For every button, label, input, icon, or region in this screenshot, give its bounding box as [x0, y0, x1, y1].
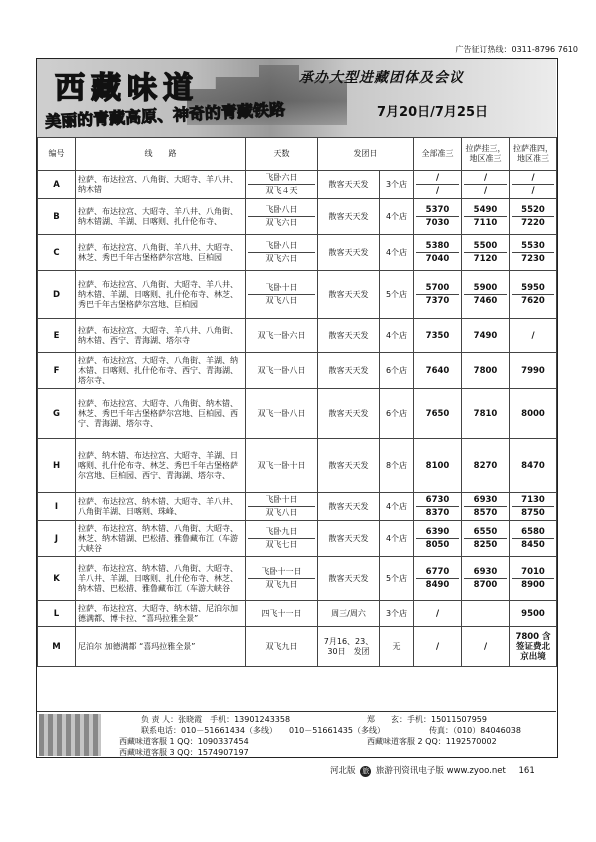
price-lhasa-3star-value: 5900 — [473, 283, 498, 293]
route-id: L — [38, 601, 76, 627]
route-days-value: 飞卧十日 — [265, 283, 298, 292]
contact-second: 郑 玄：手机：15011507959 — [367, 715, 487, 724]
route-days-value: 飞卧六日 — [265, 173, 298, 182]
table-row — [38, 271, 557, 319]
price-lhasa-4star-value: 7800 含签证费北京出境 — [515, 631, 551, 662]
route-id: I — [38, 493, 76, 521]
route-description: 拉萨、布达拉宫、八角街、羊八井、大昭寺、林芝、秀巴千年古堡格萨尔宫地、巨柏园 — [76, 235, 246, 271]
price-lhasa-3star — [462, 601, 510, 627]
table-row — [38, 235, 557, 271]
route-days-value: 双飞七日 — [248, 538, 315, 551]
route-days-value: 双飞九日 — [248, 578, 315, 591]
price-lhasa-4star-value: 8470 — [521, 460, 545, 471]
price-lhasa-3star — [462, 389, 510, 439]
prayer-wheels-image — [39, 714, 101, 756]
price-lhasa-3star — [462, 557, 510, 601]
price-lhasa-4star-value: 7130 — [521, 495, 545, 505]
price-lhasa-4star — [510, 271, 557, 319]
route-days-value: 飞卧八日 — [265, 241, 298, 250]
route-description: 拉萨、纳木错、布达拉宫、大昭寺、羊湖、日喀则、扎什伦布寺、林芝、秀巴千年古堡格萨尔宫地、巨柏园、西宁、青海湖、塔尔寺、 — [76, 439, 246, 493]
price-all-3star — [414, 601, 462, 627]
price-lhasa-3star — [462, 521, 510, 557]
route-days — [246, 557, 318, 601]
price-lhasa-3star — [462, 171, 510, 199]
price-all-3star — [414, 389, 462, 439]
shop-count: 6个店 — [380, 353, 414, 389]
route-days — [246, 601, 318, 627]
route-id: M — [38, 627, 76, 667]
depart-schedule: 散客天天发 — [318, 319, 380, 353]
table-row — [38, 389, 557, 439]
price-lhasa-3star-value: 7800 — [473, 365, 498, 376]
table-row — [38, 353, 557, 389]
price-lhasa-3star-value: 8570 — [464, 506, 507, 519]
price-lhasa-4star-value: 5530 — [521, 241, 545, 251]
price-lhasa-4star-value: 8000 — [521, 408, 545, 419]
route-id: F — [38, 353, 76, 389]
price-lhasa-4star — [510, 235, 557, 271]
route-days-value: 飞卧八日 — [265, 205, 298, 214]
price-lhasa-3star — [462, 319, 510, 353]
price-all-3star-value: 6770 — [425, 567, 450, 577]
price-all-3star-value: 8050 — [416, 538, 459, 551]
route-description: 拉萨、布达拉宫、纳木错、八角街、大昭寺、林芝、纳木错湖、巴松措、雅鲁藏布江（车游大峡谷 — [76, 521, 246, 557]
price-all-3star — [414, 235, 462, 271]
shop-count: 6个店 — [380, 389, 414, 439]
price-lhasa-3star — [462, 271, 510, 319]
depart-schedule: 7月16、23、30日 发团 — [318, 627, 380, 667]
price-lhasa-4star-value: 7230 — [512, 252, 554, 265]
price-all-3star-value: 8490 — [416, 578, 459, 591]
route-days-value: 双飞４天 — [248, 184, 315, 197]
price-lhasa-3star — [462, 627, 510, 667]
route-days — [246, 171, 318, 199]
route-description: 拉萨、布达拉宫、大昭寺、纳木错、尼泊尔加德满都、博卡拉、“喜玛拉雅全景” — [76, 601, 246, 627]
advertisement — [36, 58, 558, 758]
route-days — [246, 439, 318, 493]
col-depart: 发团日 — [318, 138, 414, 171]
price-lhasa-4star — [510, 353, 557, 389]
price-lhasa-4star — [510, 601, 557, 627]
price-lhasa-3star-value: 6930 — [473, 567, 498, 577]
route-description: 拉萨、布达拉宫、大昭寺、八角街、纳木错、林芝、秀巴千年古堡格萨尔宫地、巨柏园、西宁、青海湖、塔尔寺、 — [76, 389, 246, 439]
route-days — [246, 353, 318, 389]
price-all-3star-value: 7350 — [425, 330, 450, 341]
route-days — [246, 271, 318, 319]
price-lhasa-3star-value: 6550 — [473, 527, 498, 537]
route-id: J — [38, 521, 76, 557]
route-days-value: 四飞十一日 — [261, 608, 302, 618]
price-lhasa-4star-value: 5950 — [521, 283, 545, 293]
price-all-3star-value: / — [435, 608, 440, 619]
shop-count: 4个店 — [380, 199, 414, 235]
price-all-3star — [414, 319, 462, 353]
route-description: 尼泊尔 加德满都 “喜玛拉雅全景” — [76, 627, 246, 667]
price-all-3star-value: 7370 — [416, 294, 459, 307]
price-lhasa-3star — [462, 235, 510, 271]
brand-subtitle: 美丽的青藏高原、神奇的青藏铁路 — [44, 99, 286, 132]
price-lhasa-3star-value: 5490 — [473, 205, 498, 215]
route-id: B — [38, 199, 76, 235]
route-description: 拉萨、布达拉宫、八角街、大昭寺、羊八井、纳木错、羊湖、日喀则、扎什伦布寺、林芝、秀巴千年古堡格萨尔宫地、巨柏园 — [76, 271, 246, 319]
route-days-value: 双飞一卧八日 — [257, 365, 306, 375]
ad-hotline: 广告征订热线：0311-8796 7610 — [455, 45, 578, 54]
route-days — [246, 235, 318, 271]
price-all-3star-value: 6730 — [425, 495, 450, 505]
depart-schedule: 散客天天发 — [318, 493, 380, 521]
price-lhasa-4star — [510, 439, 557, 493]
depart-schedule: 周三/周六 — [318, 601, 380, 627]
price-all-3star — [414, 439, 462, 493]
price-all-3star — [414, 353, 462, 389]
route-id: H — [38, 439, 76, 493]
price-lhasa-3star-value — [464, 613, 507, 615]
table-row — [38, 601, 557, 627]
route-days-value: 双飞八日 — [248, 506, 315, 519]
price-lhasa-3star-value: 8270 — [473, 460, 498, 471]
price-lhasa-4star-value: 7220 — [512, 216, 554, 229]
price-lhasa-4star-value: 8750 — [512, 506, 554, 519]
route-description: 拉萨、布达拉宫、纳木错、大昭寺、羊八井、八角街羊湖、日喀则、珠峰、 — [76, 493, 246, 521]
price-lhasa-4star — [510, 627, 557, 667]
table-row — [38, 493, 557, 521]
shop-count: 3个店 — [380, 171, 414, 199]
tour-dates: 7月20日/7月25日 — [377, 105, 489, 120]
route-days-value: 飞卧十一日 — [261, 567, 302, 576]
route-price-table — [37, 137, 557, 667]
shop-count: 4个店 — [380, 319, 414, 353]
route-id: D — [38, 271, 76, 319]
price-all-3star-value: 7640 — [425, 365, 450, 376]
col-days: 天数 — [246, 138, 318, 171]
price-all-3star-value: 7650 — [425, 408, 450, 419]
price-all-3star — [414, 199, 462, 235]
price-lhasa-3star — [462, 493, 510, 521]
price-lhasa-4star-value: 7990 — [521, 365, 545, 376]
price-all-3star-value: / — [435, 641, 440, 652]
price-lhasa-4star — [510, 557, 557, 601]
route-days — [246, 319, 318, 353]
contact-qq-3: 西藏味道客服 3 QQ：1574907197 — [119, 748, 249, 757]
shop-count: 4个店 — [380, 521, 414, 557]
price-lhasa-3star — [462, 353, 510, 389]
price-all-3star — [414, 271, 462, 319]
price-lhasa-3star-value: 7460 — [464, 294, 507, 307]
price-lhasa-4star-value: 8450 — [512, 538, 554, 551]
price-lhasa-3star-value: 7490 — [473, 330, 498, 341]
price-lhasa-3star-value: / — [483, 641, 488, 652]
shop-count: 4个店 — [380, 493, 414, 521]
slogan: 承办大型进藏团体及会议 — [299, 70, 464, 86]
edition: 河北版 — [330, 766, 356, 776]
price-lhasa-3star-value: / — [464, 184, 507, 197]
route-id: G — [38, 389, 76, 439]
route-description: 拉萨、布达拉宫、大昭寺、八角街、羊湖、纳木错、日喀则、扎什伦布寺、西宁、青海湖、塔尔寺、 — [76, 353, 246, 389]
table-header — [38, 138, 557, 171]
price-lhasa-4star-value: / — [531, 173, 535, 183]
col-price-1: 全部准三 — [414, 138, 462, 171]
depart-schedule: 散客天天发 — [318, 521, 380, 557]
banner — [37, 59, 556, 138]
route-days-value: 双飞一卧六日 — [257, 330, 306, 340]
publication-logo-icon: 旅 — [362, 767, 370, 775]
contact-qq-2: 西藏味道客服 2 QQ：1192570002 — [367, 737, 497, 746]
route-description: 拉萨、布达拉宫、大昭寺、羊八井、八角街、纳木错、西宁、青海湖、塔尔寺 — [76, 319, 246, 353]
price-lhasa-3star-value: 7810 — [473, 408, 498, 419]
depart-schedule: 散客天天发 — [318, 235, 380, 271]
col-price-3: 拉萨准四，地区准三 — [510, 138, 557, 171]
page-number: 161 — [518, 766, 535, 776]
price-all-3star-value: 5370 — [425, 205, 450, 215]
depart-schedule: 散客天天发 — [318, 171, 380, 199]
col-route: 线 路 — [76, 138, 246, 171]
table-row — [38, 171, 557, 199]
route-days-value: 双飞一卧十日 — [257, 460, 306, 470]
price-lhasa-4star — [510, 389, 557, 439]
depart-schedule: 散客天天发 — [318, 199, 380, 235]
price-lhasa-3star-value: / — [483, 173, 488, 183]
contact-fax: 传真：（010）84046038 — [429, 726, 521, 735]
route-days-value: 双飞一卧八日 — [257, 408, 306, 418]
route-id: C — [38, 235, 76, 271]
price-lhasa-3star-value: 7120 — [464, 252, 507, 265]
shop-count: 4个店 — [380, 235, 414, 271]
price-lhasa-4star — [510, 199, 557, 235]
route-days-value: 双飞六日 — [248, 216, 315, 229]
price-lhasa-4star — [510, 521, 557, 557]
price-lhasa-3star-value: 7110 — [464, 216, 507, 229]
price-lhasa-4star — [510, 319, 557, 353]
route-days — [246, 493, 318, 521]
route-days — [246, 199, 318, 235]
depart-schedule: 散客天天发 — [318, 557, 380, 601]
table-row — [38, 627, 557, 667]
shop-count: 5个店 — [380, 557, 414, 601]
route-description: 拉萨、布达拉宫、大昭寺、羊八井、八角街、纳木错湖、羊湖、日喀则、扎什伦布寺、 — [76, 199, 246, 235]
price-all-3star — [414, 171, 462, 199]
route-description: 拉萨、布达拉宫、八角街、大昭寺、羊八井、纳木错 — [76, 171, 246, 199]
route-days — [246, 389, 318, 439]
price-all-3star-value: 8100 — [425, 460, 450, 471]
table-row — [38, 199, 557, 235]
route-id: K — [38, 557, 76, 601]
brand-title: 西藏味道 — [55, 71, 199, 106]
table-row — [38, 557, 557, 601]
price-lhasa-3star-value: 8250 — [464, 538, 507, 551]
shop-count: 8个店 — [380, 439, 414, 493]
route-days-value: 双飞八日 — [248, 294, 315, 307]
route-id: E — [38, 319, 76, 353]
price-lhasa-4star — [510, 493, 557, 521]
route-days — [246, 521, 318, 557]
price-lhasa-4star-value: 7620 — [512, 294, 554, 307]
price-all-3star — [414, 521, 462, 557]
col-id: 编号 — [38, 138, 76, 171]
page-footer — [330, 764, 535, 777]
price-all-3star-value: 5700 — [425, 283, 450, 293]
route-days-value: 飞卧九日 — [265, 527, 298, 536]
contact-qq-1: 西藏味道客服 1 QQ：1090337454 — [119, 737, 249, 746]
route-days — [246, 627, 318, 667]
contact-footer — [37, 711, 556, 758]
contact-manager: 负 责 人：张晓霞 手机：13901243358 — [141, 715, 291, 724]
price-lhasa-4star-value: 8900 — [512, 578, 554, 591]
price-lhasa-4star-value: 5520 — [521, 205, 545, 215]
price-all-3star-value: 7040 — [416, 252, 459, 265]
price-lhasa-3star-value: 6930 — [473, 495, 498, 505]
price-lhasa-3star-value: 8700 — [464, 578, 507, 591]
shop-count: 无 — [380, 627, 414, 667]
route-days-value: 双飞六日 — [248, 252, 315, 265]
price-lhasa-3star — [462, 199, 510, 235]
price-all-3star-value: 6390 — [425, 527, 450, 537]
table-row — [38, 319, 557, 353]
depart-schedule: 散客天天发 — [318, 439, 380, 493]
price-lhasa-4star-value: 6580 — [521, 527, 545, 537]
price-all-3star-value: / — [416, 184, 459, 197]
price-lhasa-4star-value: / — [531, 330, 535, 341]
depart-schedule: 散客天天发 — [318, 389, 380, 439]
price-lhasa-4star-value: 9500 — [521, 608, 545, 619]
price-lhasa-4star — [510, 171, 557, 199]
price-all-3star-value: 5380 — [425, 241, 450, 251]
price-lhasa-4star-value: 7010 — [521, 567, 545, 577]
shop-count: 3个店 — [380, 601, 414, 627]
route-description: 拉萨、布达拉宫、纳木错、八角街、大昭寺、羊八井、羊湖、日喀则、扎什伦布寺、林芝、纳木错、巴松措、雅鲁藏布江（车游大峡谷 — [76, 557, 246, 601]
publication-site: 旅游刊资讯电子版 www.zyoo.net — [375, 766, 506, 776]
route-days-value: 飞卧十日 — [265, 495, 298, 504]
price-all-3star-value: / — [435, 173, 440, 183]
price-all-3star-value: 8370 — [416, 506, 459, 519]
price-lhasa-3star-value: 5500 — [473, 241, 498, 251]
route-days-value: 双飞九日 — [265, 641, 298, 651]
depart-schedule: 散客天天发 — [318, 353, 380, 389]
table-row — [38, 521, 557, 557]
route-id: A — [38, 171, 76, 199]
price-all-3star-value: 7030 — [416, 216, 459, 229]
price-lhasa-4star-value: / — [512, 184, 554, 197]
table-row — [38, 439, 557, 493]
shop-count: 5个店 — [380, 271, 414, 319]
price-all-3star — [414, 493, 462, 521]
price-lhasa-3star — [462, 439, 510, 493]
col-price-2: 拉萨挂三，地区准三 — [462, 138, 510, 171]
price-all-3star — [414, 627, 462, 667]
price-all-3star — [414, 557, 462, 601]
depart-schedule: 散客天天发 — [318, 271, 380, 319]
contact-phone: 联系电话：010－51661434（多线） 010－51661435（多线） — [141, 726, 385, 735]
